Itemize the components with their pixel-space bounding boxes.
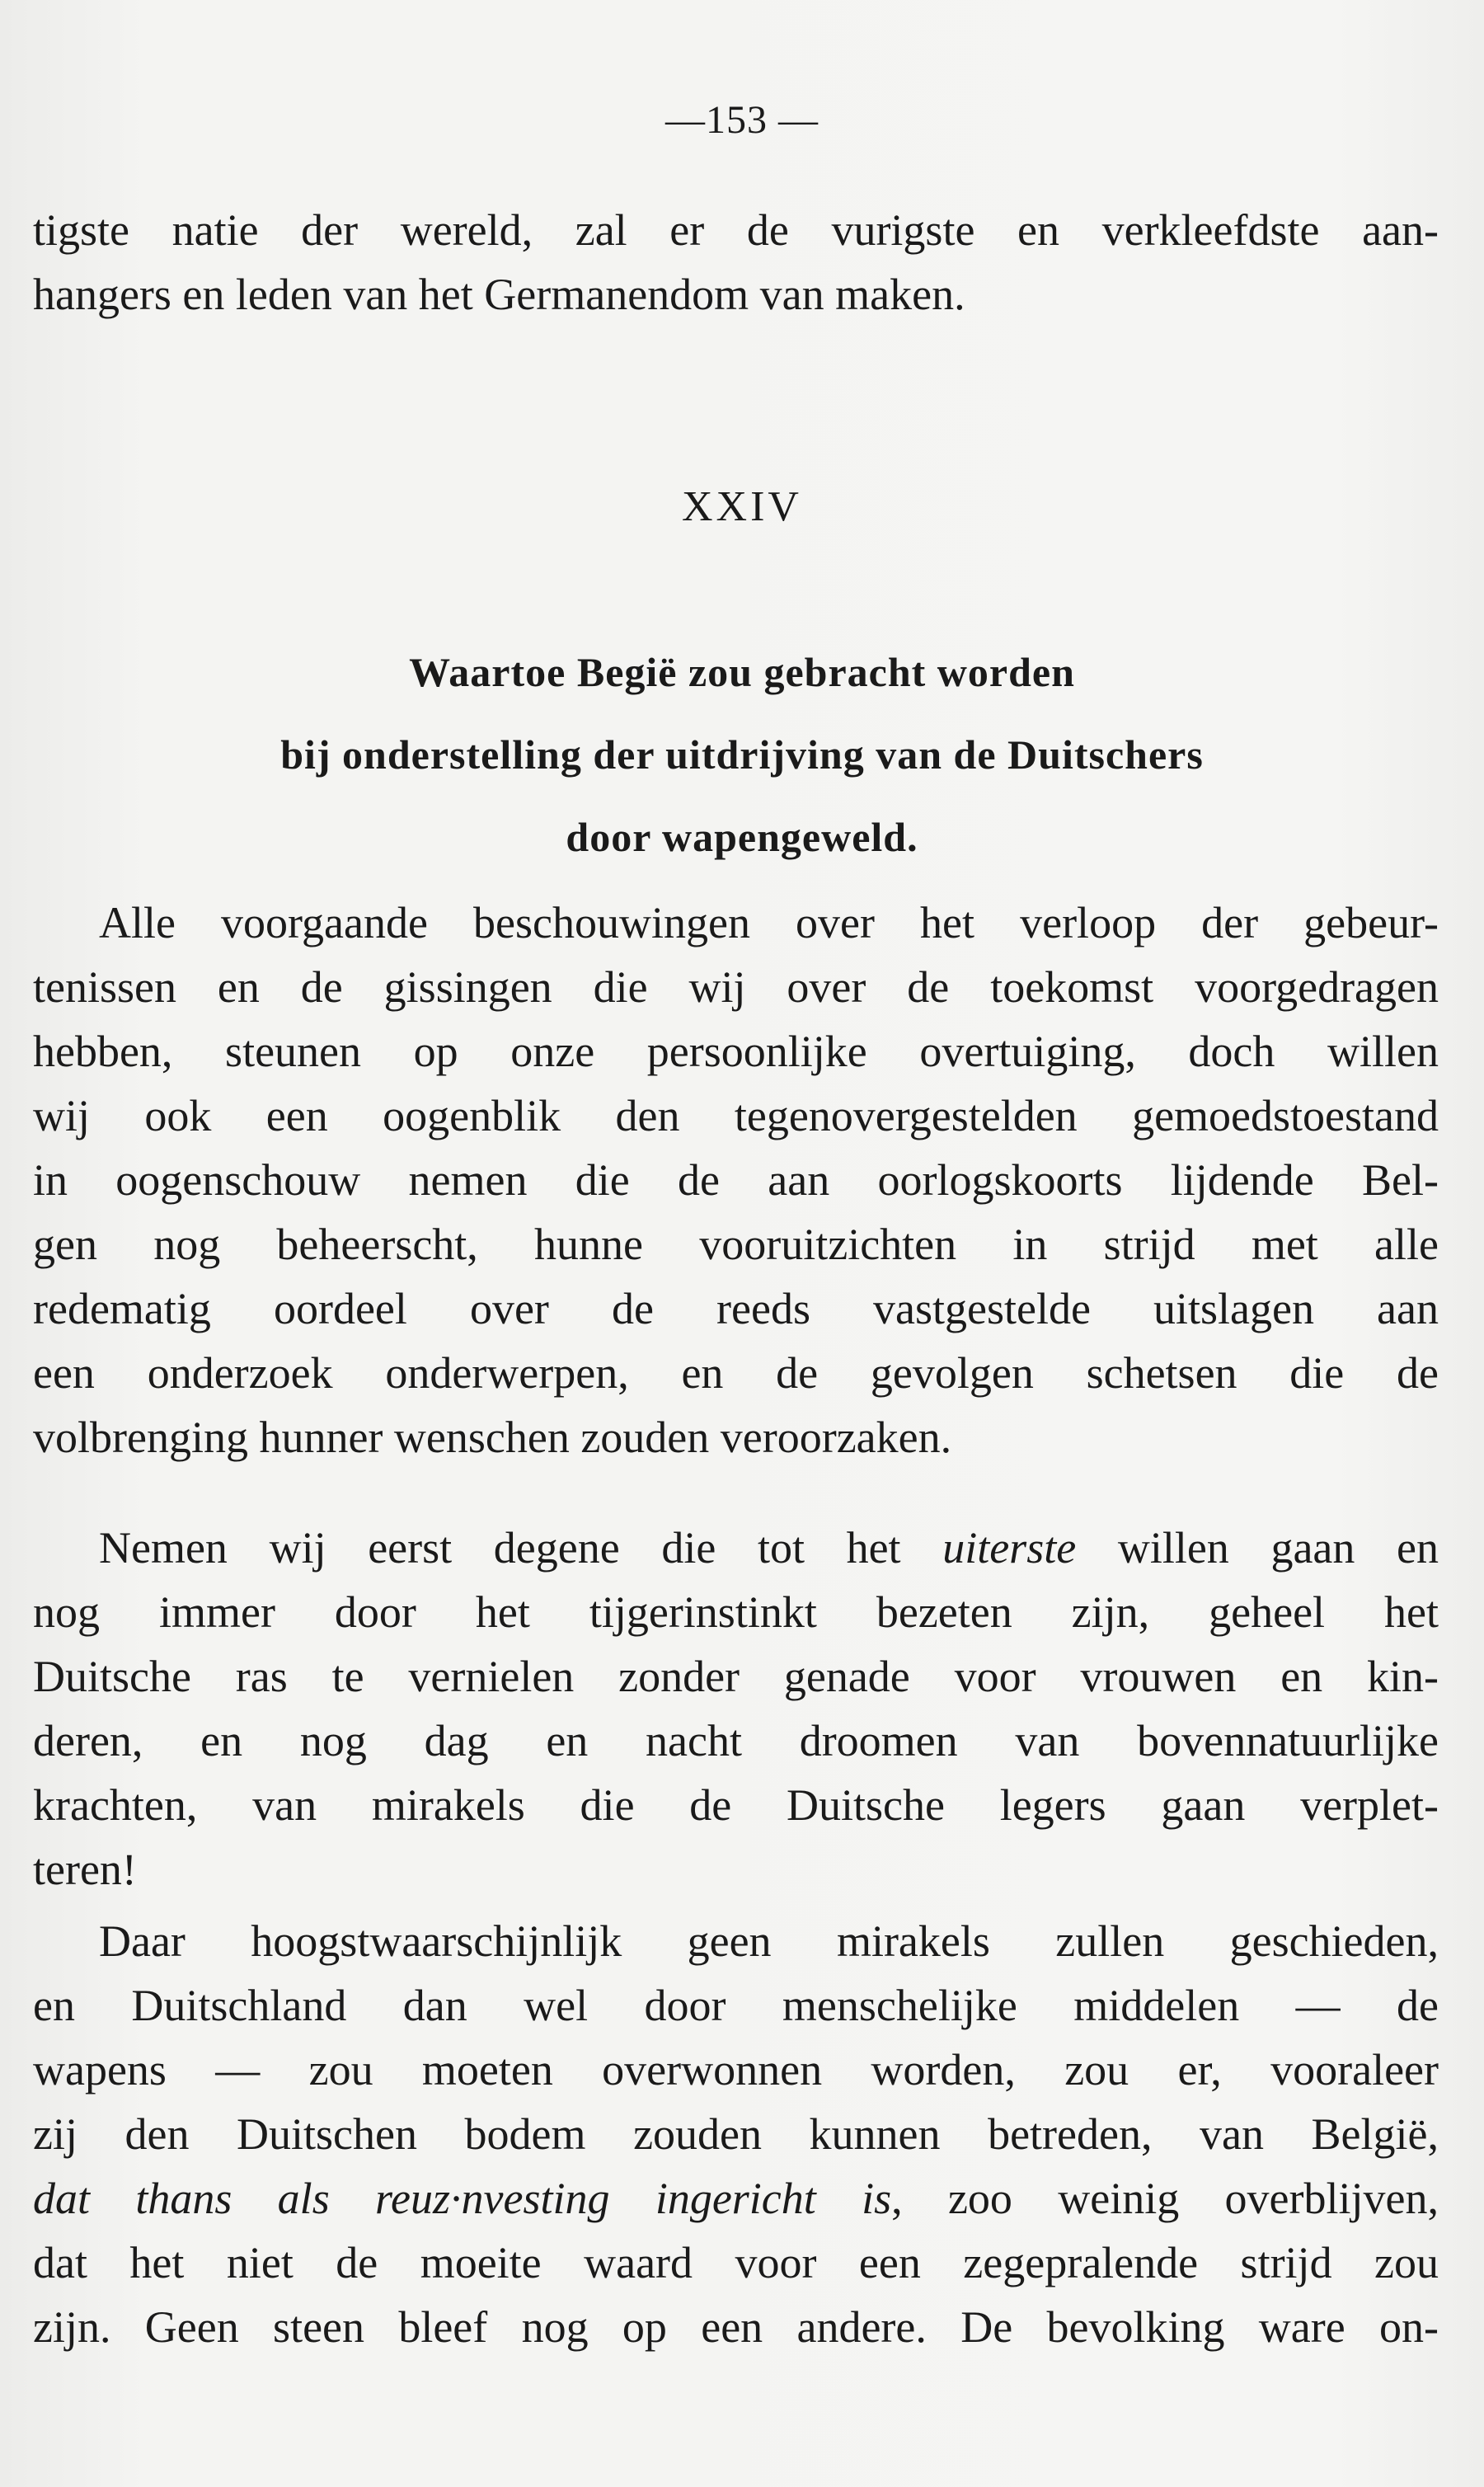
text-line: hebben, steunen op onze persoonlijke overtuiging, doch willen: [33, 1027, 1439, 1076]
page-number: —153 —: [665, 98, 819, 142]
text-segment: , zoo weinig overblijven,: [891, 2174, 1439, 2223]
text-line: Daar hoogstwaarschijnlijk geen mirakels zullen geschieden,: [99, 1916, 1439, 1966]
text-segment: Nemen wij eerst degene die tot het: [99, 1523, 943, 1573]
text-line: in oogenschouw nemen die de aan oorlogskoorts lijdende Bel-: [33, 1155, 1439, 1205]
text-line: deren, en nog dag en nacht droomen van bovennatuurlijke: [33, 1716, 1439, 1765]
text-line: zij den Duitschen bodem zouden kunnen betreden, van België,: [33, 2109, 1439, 2159]
paragraph-1: [33, 891, 1439, 1469]
italic-word: uiterste: [942, 1523, 1077, 1573]
text-line: wij ook een oogenblik den tegenovergestelden gemoedstoestand: [33, 1091, 1439, 1140]
text-line: teren!: [33, 1845, 137, 1894]
text-line: redematig oordeel over de reeds vastgestelde uitslagen aan: [33, 1284, 1439, 1333]
text-line: zijn. Geen steen bleef nog op een andere. De bevolking ware on-: [33, 2302, 1439, 2352]
text-line: [33, 2166, 1439, 2231]
chapter-title-line: Waartoe Begië zou gebracht worden: [409, 649, 1075, 695]
text-line: Alle voorgaande beschouwingen over het verloop der gebeur-: [99, 898, 1439, 947]
italic-phrase: dat thans als reuz·nvesting ingericht is: [33, 2174, 892, 2223]
text-line: Duitsche ras te vernielen zonder genade voor vrouwen en kin-: [33, 1652, 1439, 1701]
text-line: wapens — zou moeten overwonnen worden, zou er, vooraleer: [33, 2045, 1439, 2094]
chapter-title-line: bij onderstelling der uitdrijving van de Duitschers: [280, 731, 1204, 778]
text-line: hangers en leden van het Germanendom van maken.: [33, 270, 965, 319]
chapter-title: [0, 631, 1484, 878]
text-line: volbrenging hunner wenschen zouden veroorzaken.: [33, 1413, 952, 1462]
text-line: en Duitschland dan wel door menschelijke middelen — de: [33, 1981, 1439, 2030]
text-segment: willen gaan en: [1076, 1523, 1439, 1573]
chapter-title-line: door wapengeweld.: [566, 814, 918, 860]
text-line: een onderzoek onderwerpen, en de gevolgen schetsen die de: [33, 1348, 1439, 1398]
paragraph-3: [33, 1909, 1439, 2359]
text-line: krachten, van mirakels die de Duitsche legers gaan verplet-: [33, 1780, 1439, 1830]
text-line: tenissen en de gissingen die wij over de toekomst voorgedragen: [33, 962, 1439, 1012]
chapter-number: XXIV: [682, 483, 802, 530]
text-line: tigste natie der wereld, zal er de vurigste en verkleefdste aan-: [33, 205, 1439, 255]
text-line: gen nog beheerscht, hunne vooruitzichten in strijd met alle: [33, 1220, 1439, 1269]
continuation-paragraph: [33, 198, 1439, 327]
text-line: [33, 1516, 1439, 1580]
text-line: nog immer door het tijgerinstinkt bezeten zijn, geheel het: [33, 1587, 1439, 1637]
text-line: dat het niet de moeite waard voor een zegepralende strijd zou: [33, 2238, 1439, 2287]
paragraph-2: [33, 1516, 1439, 1902]
